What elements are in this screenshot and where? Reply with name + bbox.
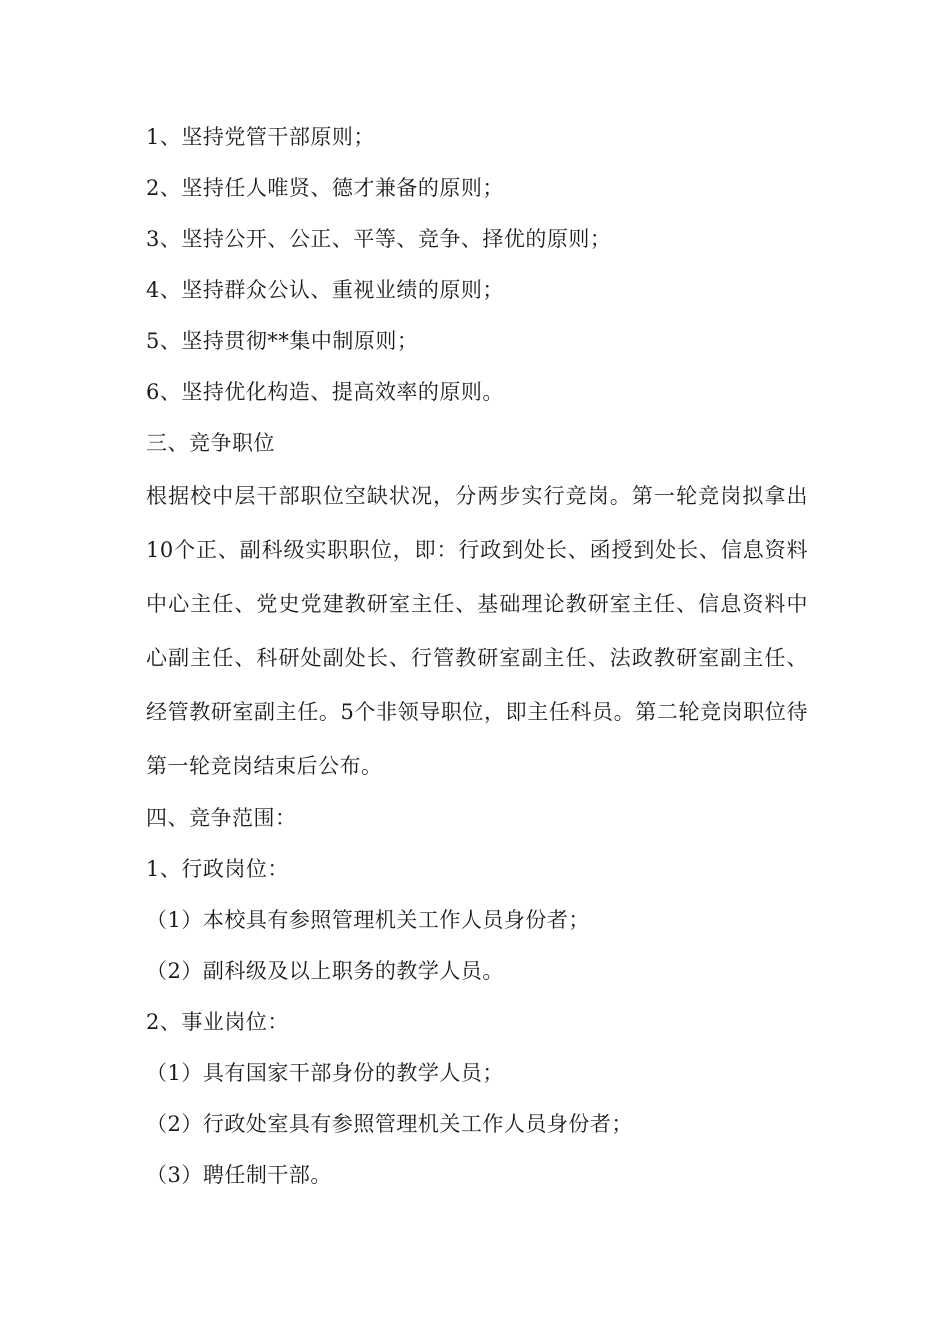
document-body	[146, 112, 808, 1201]
scope-career-item-2: （2）行政处室具有参照管理机关工作人员身份者；	[146, 1112, 633, 1136]
scope-admin-item-1: （1）本校具有参照管理机关工作人员身份者；	[146, 908, 590, 932]
principle-5: 5、坚持贯彻**集中制原则；	[146, 329, 419, 353]
principle-2: 2、坚持任人唯贤、德才兼备的原则；	[146, 176, 504, 200]
section-heading-scope: 四、竞争范围：	[146, 806, 297, 830]
section-heading-positions: 三、竞争职位	[146, 431, 275, 455]
principle-6: 6、坚持优化构造、提高效率的原则。	[146, 380, 504, 404]
scope-admin-item-2: （2）副科级及以上职务的教学人员。	[146, 959, 504, 983]
scope-career-item-1: （1）具有国家干部身份的教学人员；	[146, 1061, 504, 1085]
scope-career-title: 2、事业岗位：	[146, 1010, 289, 1034]
positions-paragraph: 根据校中层干部职位空缺状况，分两步实行竞岗。第一轮竞岗拟拿出10个正、副科级实职职位，即：行政到处长、函授到处长、信息资料中心主任、党史党建教研室主任、基础理论教研室主任、信息资料中心副主任、科研处副处长、行管教研室副主任、法政教研室副主任、经管教研室副主任。5个非领导职位，即主任科员。第二轮竞岗职位待第一轮竞岗结束后公布。	[146, 484, 808, 778]
principle-4: 4、坚持群众公认、重视业绩的原则；	[146, 278, 504, 302]
principle-1: 1、坚持党管干部原则；	[146, 125, 375, 149]
scope-admin-title: 1、行政岗位：	[146, 857, 289, 881]
scope-career-item-3: （3）聘任制干部。	[146, 1163, 332, 1187]
principle-3: 3、坚持公开、公正、平等、竞争、择优的原则；	[146, 227, 612, 251]
